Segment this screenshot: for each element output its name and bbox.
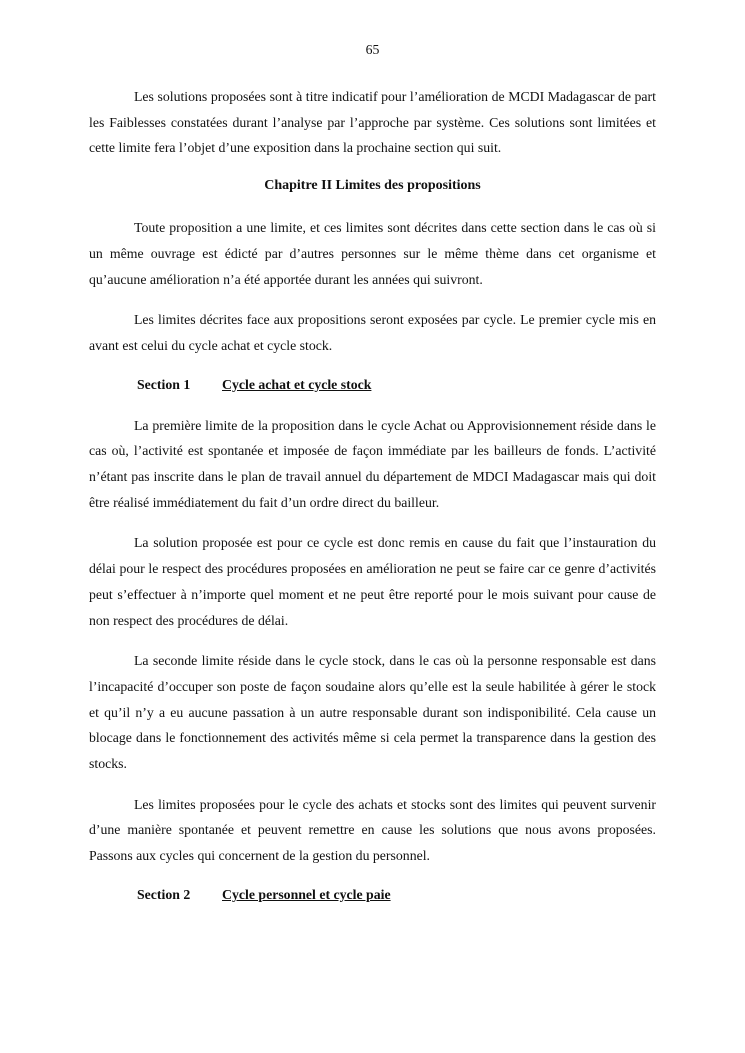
page-number: 65 [365, 42, 380, 57]
section-2-title: Cycle personnel et cycle paie [222, 886, 391, 902]
section-1-title: Cycle achat et cycle stock [222, 376, 372, 392]
paragraph-solution-remise-en-cause: La solution proposée est pour ce cycle est donc remis en cause du fait que l’instauration du délai pour le respect des procédures proposées en amélioration ne peut se faire car ce genre d’activités peut s’effectuer à n’importe quel moment et ne peut être reporté pour le mois suivant pour cause de non respect des procédures de délai. [89, 535, 656, 628]
paragraph-limits-general: Toute proposition a une limite, et ces limites sont décrites dans cette section dans le cas où si un même ouvrage est édicté par d’autres personnes sur le même thème dans cet organisme et qu’aucune amélioration n’a été apportée durant les années qui suivront. [89, 220, 656, 287]
paragraph-limits-summary: Les limites proposées pour le cycle des achats et stocks sont des limites qui peuvent survenir d’une manière spontanée et peuvent remettre en cause les solutions que nous avons proposées. Passons aux cycles qui concernent de la gestion du personnel. [89, 796, 656, 864]
paragraph-first-limit: La première limite de la proposition dans le cycle Achat ou Approvisionnement réside dans le cas où, l’activité est spontanée et imposée de façon immédiate par les bailleurs de fonds. L’activité n’étant pas inscrite dans le plan de travail annuel du département de MDCI Madagascar mais qui doit être réalisé immédiatement du fait d’un ordre direct du bailleur. [89, 417, 656, 510]
section-1-label: Section 1 [137, 376, 191, 392]
paragraph-intro: Les solutions proposées sont à titre indicatif pour l’amélioration de MCDI Madagascar de part les Faiblesses constatées durant l’analyse par l’approche par système. Ces solutions sont limitées et cette limite fera l’objet d’une exposition dans la prochaine section qui suit. [89, 89, 656, 156]
section-2-heading [89, 884, 656, 906]
chapter-heading: Chapitre II Limites des propositions [264, 178, 481, 194]
paragraph-second-limit: La seconde limite réside dans le cycle stock, dans le cas où la personne responsable est dans l’incapacité d’occuper son poste de façon soudaine alors qu’elle est la seule habilitée à gérer le stock et qu’il n’y a eu aucune passation à un autre responsable durant son indisponibilité. Cela cause un blocage dans le fonctionnement des activités même si cela permet la transparence dans la gestion des stocks. [89, 653, 656, 772]
section-2-label: Section 2 [137, 886, 191, 902]
section-1-heading [89, 374, 656, 396]
paragraph-cycle-overview: Les limites décrites face aux propositions seront exposées par cycle. Le premier cycle mis en avant est celui du cycle achat et cycle stock. [89, 312, 656, 353]
